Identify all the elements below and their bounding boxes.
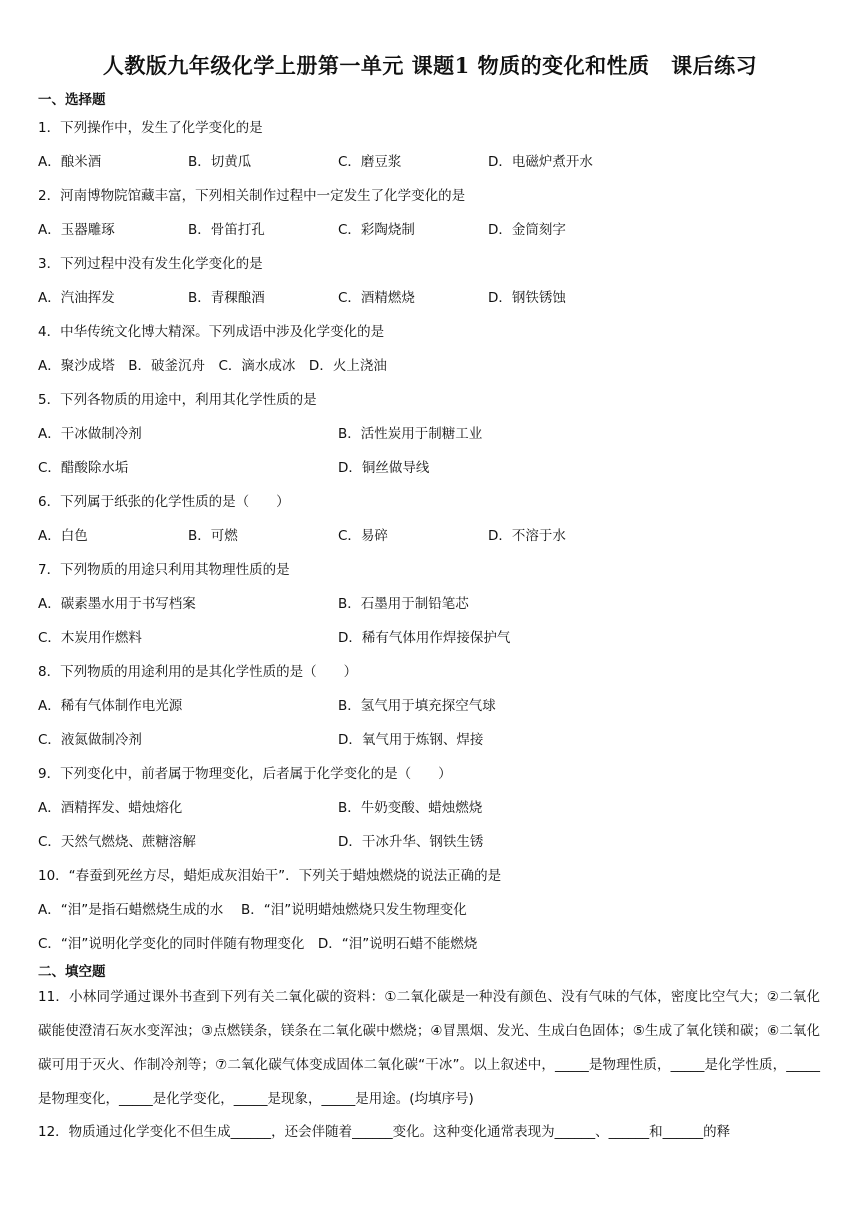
question-8-option-a: A．稀有气体制作电光源: [38, 698, 183, 714]
section-heading-fill: 二、填空题: [38, 964, 106, 980]
question-1-stem: 1．下列操作中，发生了化学变化的是: [38, 120, 263, 136]
question-6-option-a: A．白色: [38, 528, 88, 544]
question-4-stem: 4．中华传统文化博大精深。下列成语中涉及化学变化的是: [38, 324, 385, 340]
question-6-stem: 6．下列属于纸张的化学性质的是（ ）: [38, 494, 290, 510]
question-1-option-b: B．切黄瓜: [188, 154, 252, 170]
question-6-option-d: D．不溶于水: [488, 528, 566, 544]
question-3-stem: 3．下列过程中没有发生化学变化的是: [38, 256, 263, 272]
question-6-option-c: C．易碎: [338, 528, 388, 544]
question-2-option-b: B．骨笛打孔: [188, 222, 265, 238]
question-3-option-c: C．酒精燃烧: [338, 290, 415, 306]
question-12-text: 12．物质通过化学变化不但生成______，还会伴随着______变化。这种变化通常表现为______、______和______的释: [38, 1124, 731, 1140]
question-11-text: 11．小林同学通过课外书查到下列有关二氧化碳的资料：①二氧化碳是一种没有颜色、没有气味的气体，密度比空气大；②二氧化碳能使澄清石灰水变浑浊；③点燃镁条，镁条在二氧化碳中燃烧；④冒黑烟、发光、生成白色固体；⑤生成了氧化镁和碳；⑥二氧化碳可用于灭火、作制冷剂等；⑦二氧化碳气体变成固体二氧化碳“干冰”。以上叙述中，_____是物理性质，_____是化学性质，_____是物理变化，_____是化学变化，_____是现象，_____是用途。(均填序号): [38, 989, 820, 1107]
question-10-options-ab: A．“泪”是指石蜡燃烧生成的水 B．“泪”说明蜡烛燃烧只发生物理变化: [38, 902, 467, 918]
question-3-option-b: B．青稞酿酒: [188, 290, 265, 306]
question-7-option-a: A．碳素墨水用于书写档案: [38, 596, 196, 612]
question-2-option-a: A．玉器雕琢: [38, 222, 115, 238]
question-6-option-b: B．可燃: [188, 528, 238, 544]
question-8-stem: 8．下列物质的用途利用的是其化学性质的是（ ）: [38, 664, 358, 680]
question-9-stem: 9．下列变化中，前者属于物理变化，后者属于化学变化的是（ ）: [38, 766, 452, 782]
question-8-option-d: D．氧气用于炼钢、焊接: [338, 732, 484, 748]
question-5-option-b: B．活性炭用于制糖工业: [338, 426, 483, 442]
question-5-option-d: D．铜丝做导线: [338, 460, 430, 476]
question-10-stem: 10．“春蚕到死丝方尽，蜡炬成灰泪始干”．下列关于蜡烛燃烧的说法正确的是: [38, 868, 502, 884]
question-4-options: A．聚沙成塔 B．破釜沉舟 C．滴水成冰 D．火上浇油: [38, 358, 387, 374]
question-5-stem: 5．下列各物质的用途中，利用其化学性质的是: [38, 392, 317, 408]
question-10-options-cd: C．“泪”说明化学变化的同时伴随有物理变化 D．“泪”说明石蜡不能燃烧: [38, 936, 478, 952]
question-3-option-d: D．钢铁锈蚀: [488, 290, 566, 306]
question-7-option-c: C．木炭用作燃料: [38, 630, 142, 646]
section-heading-choice: 一、选择题: [38, 92, 106, 108]
question-5-option-c: C．醋酸除水垢: [38, 460, 129, 476]
question-1-option-c: C．磨豆浆: [338, 154, 402, 170]
question-7-option-d: D．稀有气体用作焊接保护气: [338, 630, 511, 646]
question-1-option-d: D．电磁炉煮开水: [488, 154, 593, 170]
question-1-option-a: A．酿米酒: [38, 154, 102, 170]
question-9-option-b: B．牛奶变酸、蜡烛燃烧: [338, 800, 483, 816]
question-9-option-d: D．干冰升华、钢铁生锈: [338, 834, 484, 850]
question-5-option-a: A．干冰做制冷剂: [38, 426, 142, 442]
question-2-option-c: C．彩陶烧制: [338, 222, 415, 238]
question-7-stem: 7．下列物质的用途只利用其物理性质的是: [38, 562, 290, 578]
question-9-option-c: C．天然气燃烧、蔗糖溶解: [38, 834, 196, 850]
question-2-option-d: D．金筒刻字: [488, 222, 566, 238]
page-title: 人教版九年级化学上册第一单元 课题1 物质的变化和性质 课后练习: [102, 53, 758, 78]
question-2-stem: 2．河南博物院馆藏丰富，下列相关制作过程中一定发生了化学变化的是: [38, 188, 466, 204]
question-8-option-c: C．液氮做制冷剂: [38, 732, 142, 748]
question-3-option-a: A．汽油挥发: [38, 290, 115, 306]
question-7-option-b: B．石墨用于制铅笔芯: [338, 596, 469, 612]
question-9-option-a: A．酒精挥发、蜡烛熔化: [38, 800, 183, 816]
question-8-option-b: B．氢气用于填充探空气球: [338, 698, 496, 714]
